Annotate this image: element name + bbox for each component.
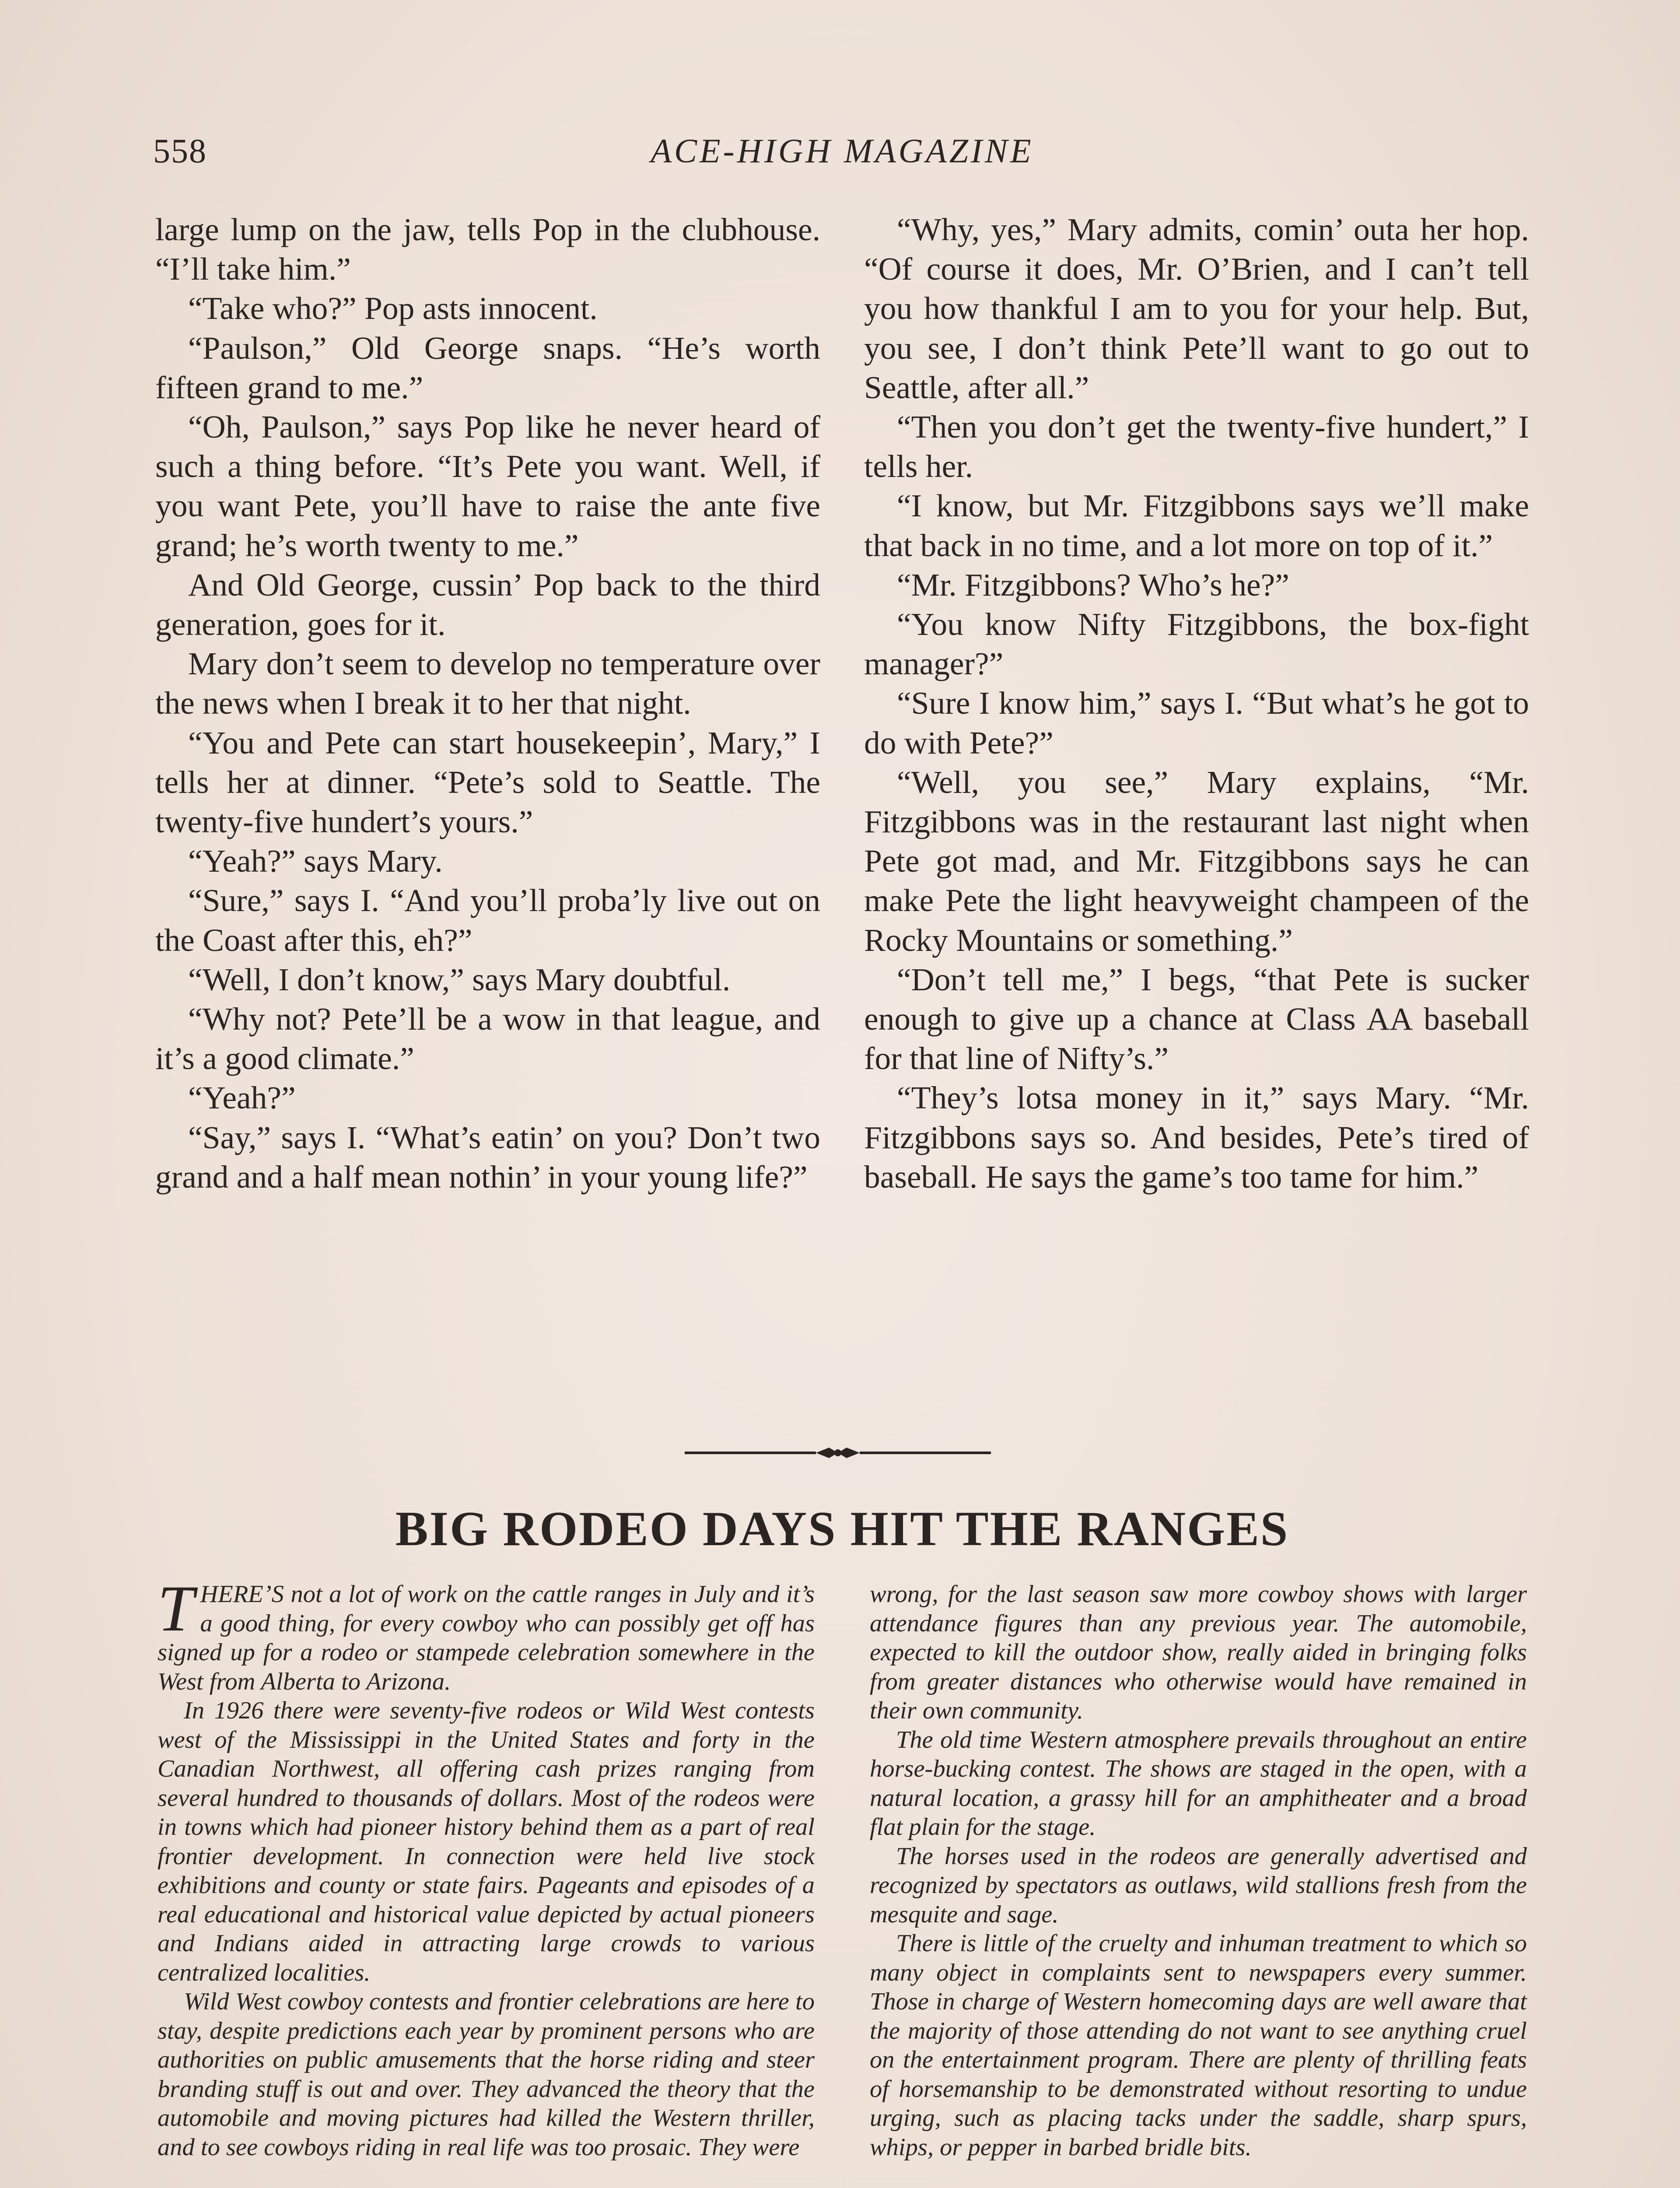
article-left-column — [158, 1572, 815, 2188]
story-paragraph: “Take who?” Pop asts innocent. — [188, 291, 598, 326]
section-divider-ornament — [685, 1444, 991, 1462]
story-continuation — [155, 210, 1529, 1409]
story-paragraph: “Well, I don’t know,” says Mary doubtful. — [188, 961, 731, 997]
story-paragraph: “I know, but Mr. Fitzgibbons says we’ll make that back in no time, and a lot more on top of it.” — [864, 488, 1529, 563]
story-paragraph: “Why not? Pete’ll be a wow in that league, and it’s a good climate.” — [155, 1001, 820, 1076]
story-paragraph: “Yeah?” — [188, 1080, 296, 1116]
article-body — [158, 1572, 1527, 2188]
running-title: ACE-HIGH MAGAZINE — [651, 132, 1034, 170]
story-paragraph: “Say,” says I. “What’s eatin’ on you? Don’t two grand and a half mean nothin’ in your young life?” — [155, 1119, 820, 1195]
article-paragraph-text: HERE’S not a lot of work on the cattle ranges in July and it’s a good thing, for every cowboy who can possibly get off has signed up for a rodeo or stampede celebration somewhere in the West from Alberta to Arizona. — [158, 1581, 815, 1695]
article-paragraph: Wild West cowboy contests and frontier celebrations are here to stay, despite predictions each year by prominent persons who are authorities on public amusements that the horse riding and steer branding stuff is out and over. They advanced the theory that the automobile and moving pictures had killed the Western thriller, and to see cowboys riding in real life was too prosaic. They were — [158, 1988, 815, 2161]
drop-cap: T — [158, 1572, 194, 1645]
story-paragraph: large lump on the jaw, tells Pop in the clubhouse. “I’ll take him.” — [155, 212, 820, 287]
page-header — [153, 131, 1531, 179]
article-paragraph: wrong, for the last season saw more cowboy shows with larger attendance figures than any previous year. The automobile, expected to kill the outdoor show, really aided in bringing folks from greater distances who otherwise would have remained in their own community. — [870, 1581, 1527, 1724]
article-paragraph: There is little of the cruelty and inhuman treatment to which so many object in complaints sent to newspapers every summer. Those in charge of Western homecoming days are well aware that the majority of those attending do not want to see anything cruel on the entertainment program. There are plenty of thrilling feats of horsemanship to be demonstrated without resorting to undue urging, such as placing tacks under the saddle, sharp spurs, whips, or pepper in barbed bridle bits. — [870, 1930, 1527, 2161]
article-paragraph: The old time Western atmosphere prevails throughout an entire horse-bucking contest. The shows are staged in the open, with a natural location, a grassy hill for an amphitheater and a broad flat plain for the stage. — [870, 1726, 1527, 1841]
story-paragraph: “They’s lotsa money in it,” says Mary. “Mr. Fitzgibbons says so. And besides, Pete’s tired of baseball. He says the game’s too tame for him.” — [864, 1080, 1529, 1195]
story-paragraph: “Yeah?” says Mary. — [188, 843, 443, 879]
story-paragraph: “Sure,” says I. “And you’ll proba’ly live out on the Coast after this, eh?” — [155, 883, 820, 958]
story-paragraph: “Why, yes,” Mary admits, comin’ outa her hop. “Of course it does, Mr. O’Brien, and I can’t tell you how thankful I am to you for your help. But, you see, I don’t think Pete’ll want to go out to Seattle, after all.” — [864, 212, 1529, 405]
page-number: 558 — [153, 132, 207, 170]
story-paragraph: “You know Nifty Fitzgibbons, the box-fight manager?” — [864, 607, 1529, 682]
article-paragraph: In 1926 there were seventy-five rodeos or Wild West contests west of the Mississippi in the United States and forty in the Canadian Northwest, all offering cash prizes ranging from several hundred to thousands of dollars. Most of the rodeos were in towns which had pioneer history behind them as a part of real frontier development. In connection were held live stock exhibitions and county or state fairs. Pageants and episodes of a real educational and historical value depicted by actual pioneers and Indians aided in attracting large crowds to various centralized localities. — [158, 1697, 815, 1986]
story-right-column — [864, 210, 1529, 1409]
article-right-column — [870, 1580, 1527, 2188]
story-paragraph: Mary don’t seem to develop no temperature over the news when I break it to her that night. — [155, 646, 820, 721]
story-paragraph: “Don’t tell me,” I begs, “that Pete is sucker enough to give up a chance at Class AA baseball for that line of Nifty’s.” — [864, 961, 1529, 1076]
story-paragraph: “Then you don’t get the twenty-five hundert,” I tells her. — [864, 409, 1529, 484]
story-paragraph: “Sure I know him,” says I. “But what’s he got to do with Pete?” — [864, 685, 1529, 761]
story-left-column — [155, 210, 820, 1409]
story-paragraph: “You and Pete can start housekeepin’, Mary,” I tells her at dinner. “Pete’s sold to Seattle. The twenty-five hundert’s yours.” — [155, 725, 820, 840]
article-title: BIG RODEO DAYS HIT THE RANGES — [395, 1502, 1289, 1556]
article-paragraph: The horses used in the rodeos are generally advertised and recognized by spectators as outlaws, wild stallions fresh from the mesquite and sage. — [870, 1842, 1527, 1928]
story-paragraph: “Paulson,” Old George snaps. “He’s worth fifteen grand to me.” — [155, 330, 820, 405]
story-paragraph: “Well, you see,” Mary explains, “Mr. Fitzgibbons was in the restaurant last night when Pete got mad, and Mr. Fitzgibbons says he can make Pete the light heavyweight champeen of the Rocky Mountains or something.” — [864, 764, 1529, 958]
story-paragraph: “Mr. Fitzgibbons? Who’s he?” — [897, 567, 1289, 603]
story-paragraph: And Old George, cussin’ Pop back to the third generation, goes for it. — [155, 567, 820, 642]
article-lead-paragraph — [158, 1572, 815, 1696]
story-paragraph: “Oh, Paulson,” says Pop like he never heard of such a thing before. “It’s Pete you want. Well, if you want Pete, you’ll have to raise the ante five grand; he’s worth twenty to me.” — [155, 409, 820, 563]
